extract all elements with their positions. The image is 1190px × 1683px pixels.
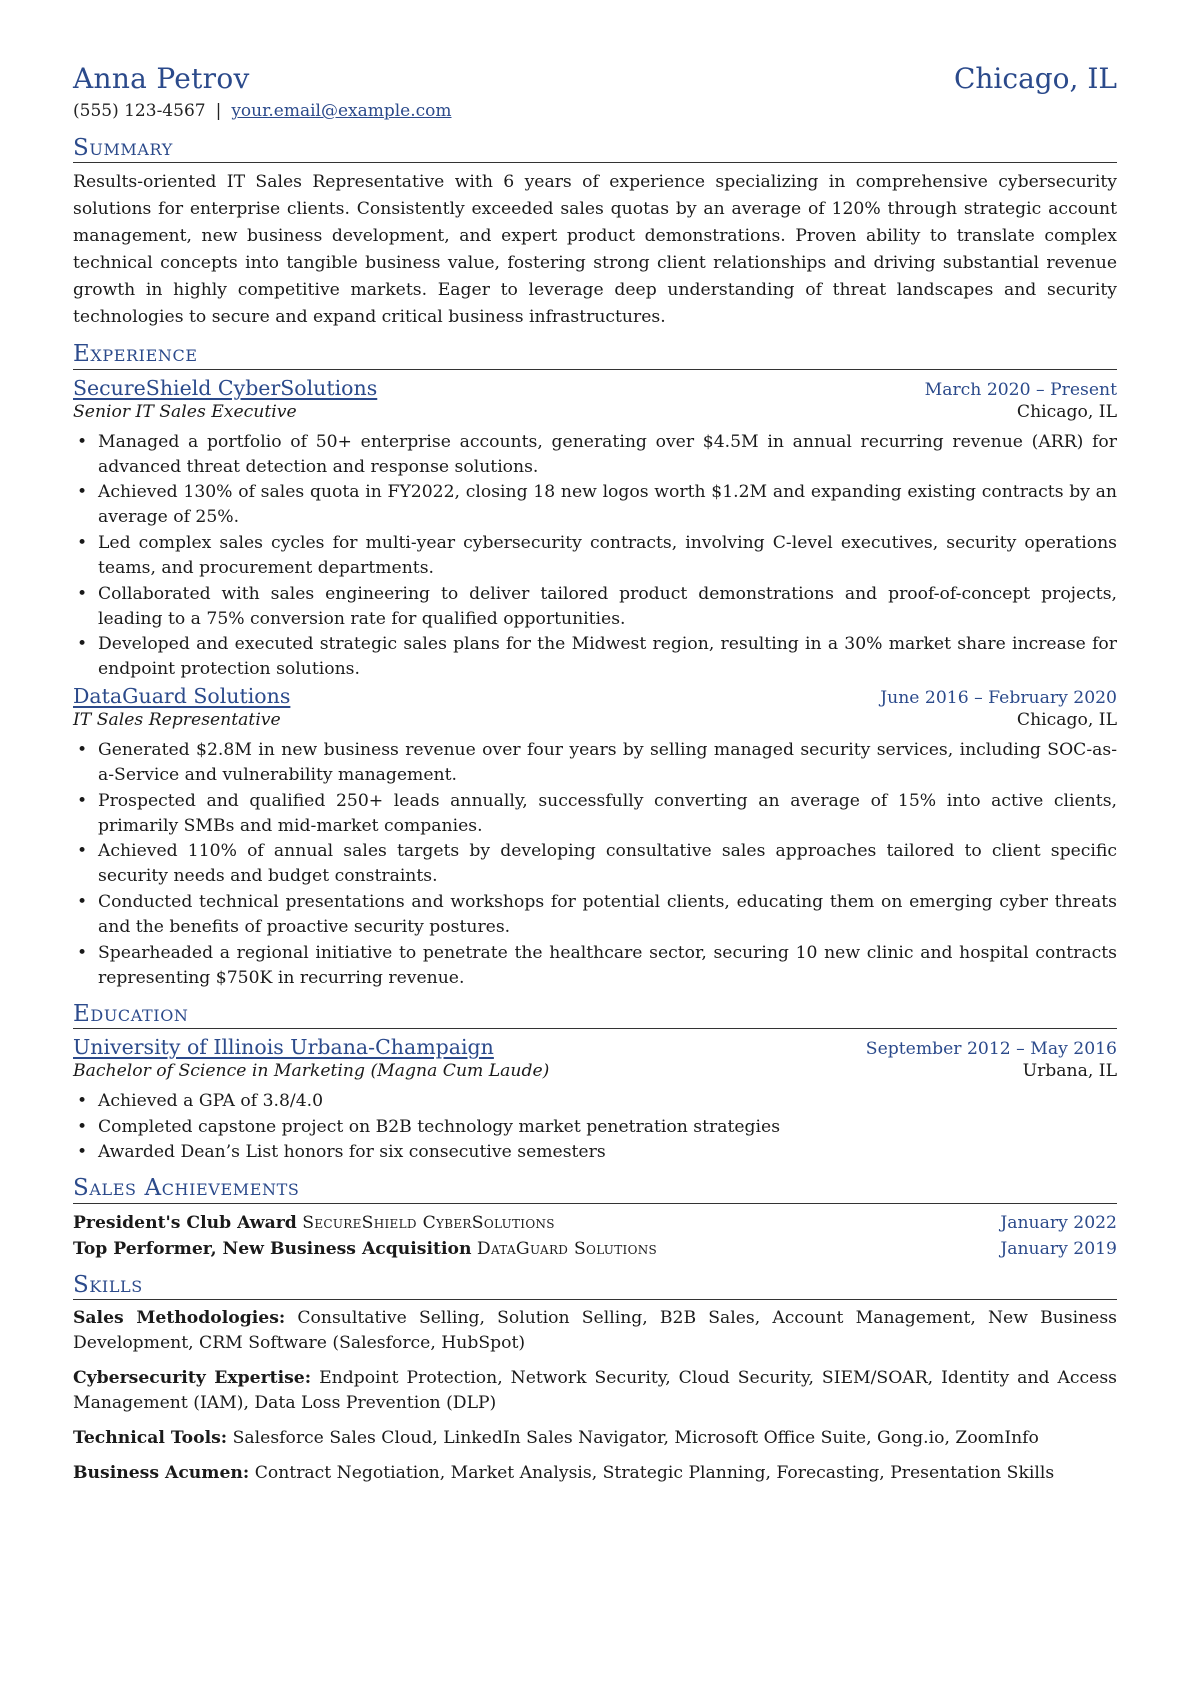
skill-text: Salesforce Sales Cloud, LinkedIn Sales Navigator, Microsoft Office Suite, Gong.io, ZoomInfo [232,1428,1039,1449]
summary-text: Results-oriented IT Sales Representative with 6 years of experience specializing in comprehensive cybersecurity solutions for enterprise clients. Consistently exceeded sales quotas by an average of 120% through strategic account management, new business development, and expert product demonstrations. Proven ability to translate complex technical concepts into tangible business value, fostering strong client relationships and driving substantial revenue growth in highly competitive markets. Eager to leverage deep understanding of threat landscapes and security technologies to secure and expand critical business infrastructures. [73,172,1117,328]
experience-org-link[interactable]: SecureShield CyberSolutions [73,375,378,400]
skill-text: Endpoint Protection, Network Security, Cloud Security, SIEM/SOAR, Identity and Access Management (IAM), Data Loss Prevention (DLP) [73,1368,1117,1414]
education-entry [73,1035,1117,1165]
section-title-experience: Experience [73,341,1117,369]
experience-location: Chicago, IL [1016,401,1117,422]
achievement-date: January 2019 [1000,1238,1117,1259]
skill-row [73,1306,1117,1356]
experience-bullets [73,430,1117,682]
contact-separator: | [215,101,222,121]
bullet-item: • Developed and executed strategic sales plans for the Midwest region, resulting in a 30% market share increase for endpoint protection solutions. [98,632,1117,682]
skill-label: Technical Tools: [73,1428,228,1449]
skill-label: Cybersecurity Expertise: [73,1368,312,1389]
bullet-item: • Awarded Dean’s List honors for six consecutive semesters [98,1140,1117,1165]
experience-role: Senior IT Sales Executive [73,401,297,422]
education-location: Urbana, IL [1022,1061,1117,1082]
education-bullets [73,1089,1117,1165]
achievement-org: DataGuard Solutions [476,1238,658,1259]
phone-number: (555) 123-4567 [73,101,206,121]
bullet-item: • Achieved a GPA of 3.8/4.0 [98,1089,1117,1114]
skill-text: Consultative Selling, Solution Selling, B2B Sales, Account Management, New Business Development, CRM Software (Salesforce, HubSpot) [73,1308,1117,1354]
skills-list [73,1306,1117,1486]
experience-dates: June 2016 – February 2020 [880,688,1117,709]
skill-row [73,1426,1117,1451]
experience-org-link[interactable]: DataGuard Solutions [73,684,291,709]
achievement-title: President's Club Award [73,1212,297,1233]
skill-text: Contract Negotiation, Market Analysis, Strategic Planning, Forecasting, Presentation Skills [254,1463,1055,1484]
skill-row [73,1461,1117,1486]
skill-row [73,1366,1117,1416]
bullet-item: • Achieved 110% of annual sales targets by developing consultative sales approaches tailored to client specific security needs and budget constraints. [98,839,1117,889]
section-title-achievements: Sales Achievements [73,1175,1117,1203]
section-title-education: Education [73,1001,1117,1029]
bullet-item: • Led complex sales cycles for multi-year cybersecurity contracts, involving C-level executives, security operations teams, and procurement departments. [98,531,1117,581]
bullet-item: • Spearheaded a regional initiative to penetrate the healthcare sector, securing 10 new clinic and hospital contracts representing $750K in recurring revenue. [98,941,1117,991]
section-title-skills: Skills [73,1272,1117,1300]
experience-entry [73,684,1117,990]
experience-entry [73,376,1117,682]
bullet-item: • Managed a portfolio of 50+ enterprise accounts, generating over $4.5M in annual recurring revenue (ARR) for advanced threat detection and response solutions. [98,430,1117,480]
achievements-list [73,1210,1117,1262]
email-link[interactable]: your.email@example.com [231,101,452,121]
skill-label: Sales Methodologies: [73,1308,286,1329]
education-dates: September 2012 – May 2016 [865,1039,1117,1060]
experience-location: Chicago, IL [1016,710,1117,731]
skill-label: Business Acumen: [73,1463,250,1484]
education-org-link[interactable]: University of Illinois Urbana-Champaign [73,1035,494,1060]
header-location: Chicago, IL [953,62,1117,95]
bullet-item: • Completed capstone project on B2B technology market penetration strategies [98,1115,1117,1140]
contact-line [73,101,1117,121]
bullet-item: • Conducted technical presentations and workshops for potential clients, educating them on emerging cyber threats and the benefits of proactive security postures. [98,890,1117,940]
header [73,62,1117,95]
experience-dates: March 2020 – Present [924,379,1117,400]
section-title-summary: Summary [73,135,1117,163]
achievement-title: Top Performer, New Business Acquisition [73,1238,472,1259]
bullet-item: • Prospected and qualified 250+ leads annually, successfully converting an average of 15% into active clients, primarily SMBs and mid-market companies. [98,789,1117,839]
achievement-item [73,1236,1117,1262]
bullet-item: • Generated $2.8M in new business revenue over four years by selling managed security services, including SOC-as-a-Service and vulnerability management. [98,738,1117,788]
candidate-name: Anna Petrov [73,62,250,95]
education-degree: Bachelor of Science in Marketing (Magna Cum Laude) [73,1061,550,1082]
achievement-date: January 2022 [1000,1212,1117,1233]
achievement-item [73,1210,1117,1236]
bullet-item: • Collaborated with sales engineering to deliver tailored product demonstrations and proof-of-concept projects, leading to a 75% conversion rate for qualified opportunities. [98,582,1117,632]
bullet-item: • Achieved 130% of sales quota in FY2022, closing 18 new logos worth $1.2M and expanding existing contracts by an average of 25%. [98,480,1117,530]
achievement-org: SecureShield CyberSolutions [302,1212,555,1233]
experience-role: IT Sales Representative [73,710,281,731]
experience-bullets [73,738,1117,990]
